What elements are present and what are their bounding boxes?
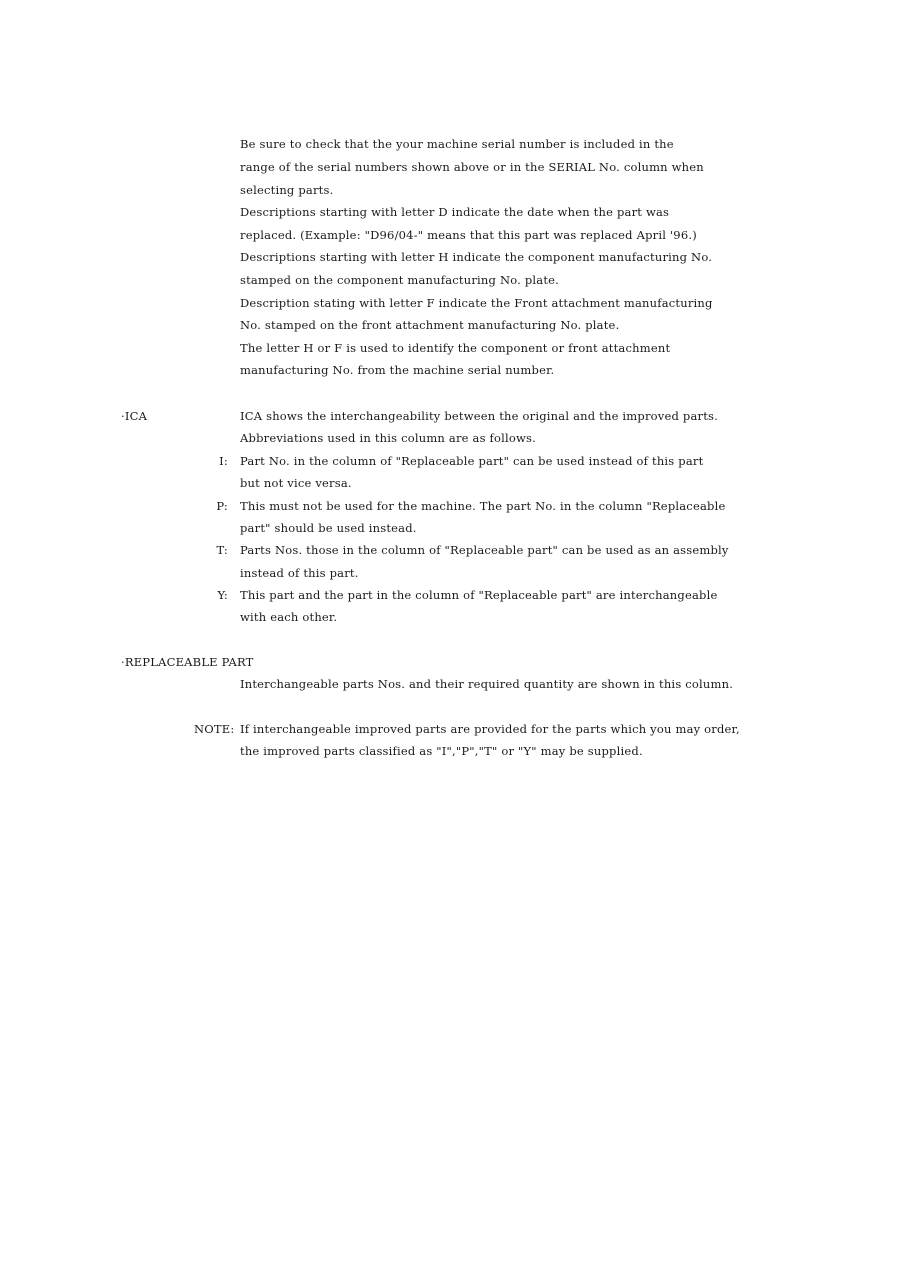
ica-code-y: Y:	[217, 588, 228, 602]
serial-note-line: Descriptions starting with letter H indicate the component manufacturing No.	[240, 250, 713, 264]
ica-code-description: part" should be used instead.	[240, 521, 417, 535]
serial-note-line: range of the serial numbers shown above or in the SERIAL No. column when	[240, 160, 704, 174]
ica-code-description: Part No. in the column of "Replaceable part" can be used instead of this part	[240, 454, 704, 468]
ica-code-description: instead of this part.	[240, 566, 359, 580]
note-label: NOTE:	[194, 722, 235, 736]
replaceable-part-heading: ·REPLACEABLE PART	[121, 655, 254, 669]
serial-note-line: stamped on the component manufacturing No. plate.	[240, 273, 560, 287]
ica-code-description: Parts Nos. those in the column of "Replaceable part" can be used as an assembly	[240, 543, 729, 557]
ica-intro-line: Abbreviations used in this column are as follows.	[240, 431, 536, 445]
ica-intro-line: ICA shows the interchangeability between the original and the improved parts.	[240, 409, 719, 423]
serial-note-line: Be sure to check that the your machine serial number is included in the	[240, 137, 674, 151]
serial-note-line: No. stamped on the front attachment manufacturing No. plate.	[240, 318, 620, 332]
serial-note-line: manufacturing No. from the machine serial number.	[240, 363, 555, 377]
ica-code-p: P:	[216, 499, 228, 513]
serial-note-line: replaced. (Example: "D96/04-" means that this part was replaced April '96.)	[240, 228, 697, 242]
ica-code-description: but not vice versa.	[240, 476, 352, 490]
serial-note-line: Description stating with letter F indicate the Front attachment manufacturing	[240, 296, 713, 310]
ica-code-description: This must not be used for the machine. The part No. in the column "Replaceable	[240, 499, 726, 513]
ica-code-i: I:	[219, 454, 228, 468]
serial-note-line: Descriptions starting with letter D indicate the date when the part was	[240, 205, 670, 219]
replaceable-part-text: Interchangeable parts Nos. and their required quantity are shown in this column.	[240, 677, 734, 691]
ica-code-description: with each other.	[240, 610, 338, 624]
ica-code-description: This part and the part in the column of "Replaceable part" are interchangeable	[240, 588, 718, 602]
serial-note-line: selecting parts.	[240, 183, 334, 197]
note-line: the improved parts classified as "I","P","T" or "Y" may be supplied.	[240, 744, 643, 758]
ica-heading: ·ICA	[121, 409, 148, 423]
note-line: If interchangeable improved parts are provided for the parts which you may order,	[240, 722, 740, 736]
ica-code-t: T:	[216, 543, 228, 557]
serial-note-line: The letter H or F is used to identify the component or front attachment	[240, 341, 671, 355]
